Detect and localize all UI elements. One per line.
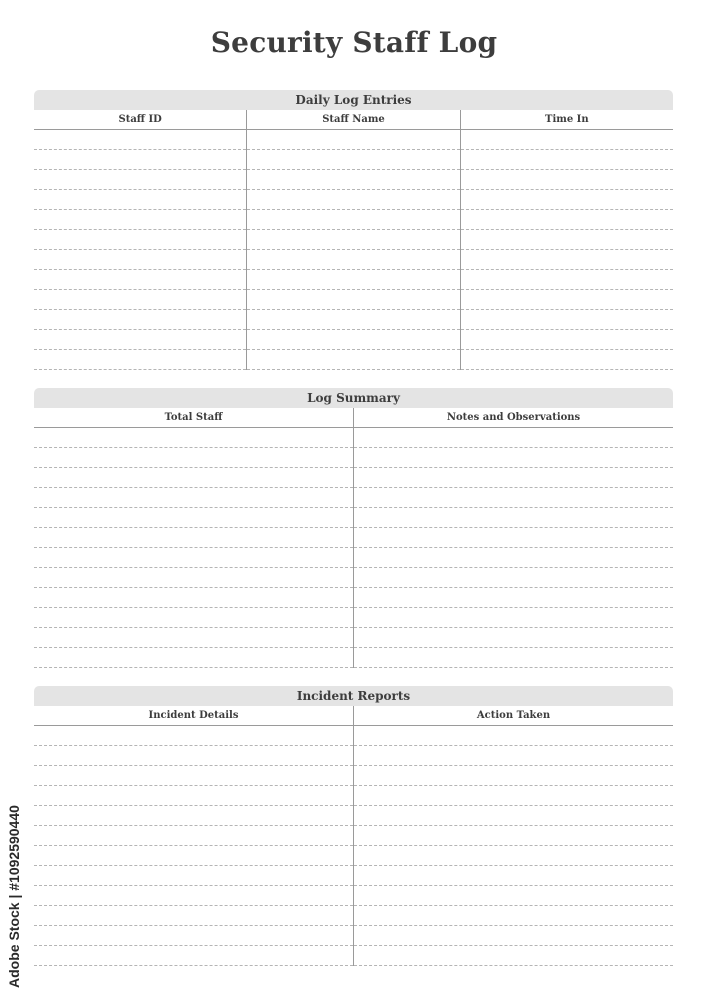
writing-line[interactable]: [34, 766, 353, 786]
writing-lines[interactable]: [34, 428, 353, 668]
writing-line[interactable]: [34, 428, 353, 448]
section-header: Daily Log Entries: [34, 90, 673, 110]
writing-line[interactable]: [247, 270, 459, 290]
writing-line[interactable]: [34, 628, 353, 648]
writing-line[interactable]: [34, 488, 353, 508]
writing-line[interactable]: [34, 330, 246, 350]
writing-line[interactable]: [247, 230, 459, 250]
writing-line[interactable]: [34, 886, 353, 906]
writing-line[interactable]: [34, 608, 353, 628]
writing-line[interactable]: [34, 130, 246, 150]
column-header: Incident Details: [34, 706, 353, 726]
log-summary-table: [34, 408, 673, 668]
column-header: Notes and Observations: [354, 408, 673, 428]
writing-line[interactable]: [247, 330, 459, 350]
writing-line[interactable]: [34, 310, 246, 330]
writing-line[interactable]: [34, 826, 353, 846]
writing-line[interactable]: [354, 508, 673, 528]
writing-line[interactable]: [247, 150, 459, 170]
daily-log-section: [34, 90, 673, 370]
writing-lines[interactable]: [34, 130, 246, 370]
writing-line[interactable]: [461, 190, 673, 210]
column-time-in: [460, 110, 673, 370]
writing-line[interactable]: [461, 270, 673, 290]
writing-line[interactable]: [34, 806, 353, 826]
writing-line[interactable]: [461, 350, 673, 370]
writing-line[interactable]: [34, 866, 353, 886]
column-staff-id: [34, 110, 246, 370]
column-incident-details: [34, 706, 353, 966]
writing-line[interactable]: [34, 448, 353, 468]
writing-line[interactable]: [461, 170, 673, 190]
writing-line[interactable]: [354, 528, 673, 548]
incident-reports-table: [34, 706, 673, 966]
log-summary-section: [34, 388, 673, 668]
writing-line[interactable]: [461, 210, 673, 230]
daily-log-table: [34, 110, 673, 370]
section-header: Incident Reports: [34, 686, 673, 706]
page-title: Security Staff Log: [210, 26, 498, 59]
section-header: Log Summary: [34, 388, 673, 408]
writing-line[interactable]: [461, 130, 673, 150]
writing-line[interactable]: [247, 290, 459, 310]
column-notes-observations: [353, 408, 673, 668]
column-header: Action Taken: [354, 706, 673, 726]
writing-line[interactable]: [34, 230, 246, 250]
writing-line[interactable]: [461, 250, 673, 270]
writing-line[interactable]: [34, 548, 353, 568]
writing-line[interactable]: [34, 468, 353, 488]
writing-line[interactable]: [354, 548, 673, 568]
writing-line[interactable]: [354, 906, 673, 926]
writing-line[interactable]: [354, 826, 673, 846]
writing-line[interactable]: [354, 448, 673, 468]
writing-line[interactable]: [354, 608, 673, 628]
writing-line[interactable]: [354, 468, 673, 488]
writing-line[interactable]: [247, 250, 459, 270]
column-header: Staff ID: [34, 110, 246, 130]
writing-line[interactable]: [34, 946, 353, 966]
writing-line[interactable]: [247, 170, 459, 190]
writing-line[interactable]: [34, 786, 353, 806]
writing-line[interactable]: [247, 190, 459, 210]
writing-lines[interactable]: [354, 726, 673, 966]
writing-line[interactable]: [354, 946, 673, 966]
writing-line[interactable]: [354, 488, 673, 508]
writing-line[interactable]: [354, 568, 673, 588]
writing-line[interactable]: [34, 508, 353, 528]
column-staff-name: [246, 110, 459, 370]
writing-line[interactable]: [354, 588, 673, 608]
writing-line[interactable]: [461, 290, 673, 310]
writing-line[interactable]: [34, 568, 353, 588]
writing-line[interactable]: [247, 310, 459, 330]
writing-line[interactable]: [354, 866, 673, 886]
writing-lines[interactable]: [461, 130, 673, 370]
writing-line[interactable]: [354, 806, 673, 826]
writing-line[interactable]: [34, 150, 246, 170]
writing-line[interactable]: [34, 270, 246, 290]
writing-line[interactable]: [354, 648, 673, 668]
writing-line[interactable]: [354, 726, 673, 746]
writing-lines[interactable]: [34, 726, 353, 966]
writing-line[interactable]: [247, 350, 459, 370]
writing-line[interactable]: [354, 786, 673, 806]
writing-line[interactable]: [34, 746, 353, 766]
column-header: Staff Name: [247, 110, 459, 130]
stock-watermark: Adobe Stock | #1092590440: [6, 805, 22, 988]
writing-line[interactable]: [247, 210, 459, 230]
writing-line[interactable]: [354, 628, 673, 648]
writing-line[interactable]: [34, 190, 246, 210]
writing-line[interactable]: [354, 428, 673, 448]
column-total-staff: [34, 408, 353, 668]
writing-line[interactable]: [34, 250, 246, 270]
writing-line[interactable]: [354, 766, 673, 786]
incident-reports-section: [34, 686, 673, 966]
writing-line[interactable]: [34, 926, 353, 946]
writing-line[interactable]: [34, 846, 353, 866]
writing-line[interactable]: [34, 528, 353, 548]
writing-line[interactable]: [247, 130, 459, 150]
column-header: Time In: [461, 110, 673, 130]
writing-line[interactable]: [34, 588, 353, 608]
writing-line[interactable]: [34, 648, 353, 668]
writing-lines[interactable]: [247, 130, 459, 370]
writing-line[interactable]: [461, 230, 673, 250]
writing-line[interactable]: [34, 290, 246, 310]
writing-line[interactable]: [34, 350, 246, 370]
writing-line[interactable]: [461, 310, 673, 330]
writing-line[interactable]: [34, 906, 353, 926]
column-header: Total Staff: [34, 408, 353, 428]
writing-line[interactable]: [354, 746, 673, 766]
writing-line[interactable]: [461, 150, 673, 170]
writing-line[interactable]: [354, 846, 673, 866]
column-action-taken: [353, 706, 673, 966]
writing-line[interactable]: [354, 926, 673, 946]
writing-line[interactable]: [34, 726, 353, 746]
writing-lines[interactable]: [354, 428, 673, 668]
writing-line[interactable]: [34, 170, 246, 190]
writing-line[interactable]: [354, 886, 673, 906]
writing-line[interactable]: [34, 210, 246, 230]
writing-line[interactable]: [461, 330, 673, 350]
